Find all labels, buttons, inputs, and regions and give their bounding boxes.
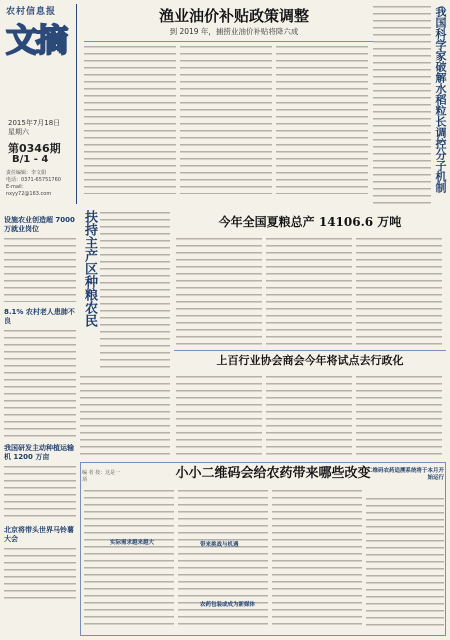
right-col-headline: 二维码农药追溯系统将于本月开始运行 (366, 468, 444, 481)
left-news-headline-1: 设施农业创造超 7000 万就业岗位 (4, 216, 75, 233)
qrcode-body-col-1 (84, 488, 174, 628)
issue-date: 2015年7月18日 (8, 119, 61, 127)
lead-body-col-1 (84, 44, 176, 194)
left-news-body-4 (4, 546, 76, 600)
left-news-body-1 (4, 236, 76, 302)
issue-number: 第0346期 (8, 142, 61, 155)
editor-info (6, 170, 70, 198)
left-news-headline-2: 8.1% 农村老人患肺不良 (4, 308, 75, 325)
coop-headline: 上百行业协会商会今年将试点去行政化 (216, 354, 404, 367)
coop-header (174, 350, 446, 370)
section-title-box (6, 20, 70, 110)
qrcode-headline: 小小二维码会给农药带来哪些改变 (175, 466, 371, 481)
left-news-headline-4: 北京将带头世界马铃薯大会 (4, 526, 74, 543)
right-col-body (366, 496, 444, 628)
qrcode-body-col-3 (272, 488, 362, 628)
page-range: B/1 - 4 (12, 154, 49, 165)
finance-body (100, 210, 170, 370)
qrcode-subhead-2: 带来挑战与机遇 (200, 542, 239, 548)
grain-body-col-3 (356, 236, 442, 346)
qrcode-subhead-1: 实际需求越来越大 (110, 540, 155, 546)
finance-headline: 扶持主产区种粮农民 (82, 210, 97, 327)
coop-body-col-3 (356, 374, 442, 458)
science-headline: 我国科学家破解水稻粒长调控分子机制 (434, 6, 447, 193)
lead-body-col-3 (276, 44, 368, 194)
section-title: 文摘 (6, 21, 67, 59)
qrcode-subhead-3: 农药包装或成为新媒体 (200, 602, 256, 608)
masthead-divider (76, 4, 77, 204)
left-news-body-3 (4, 464, 76, 520)
coop-body-col-1 (176, 374, 262, 458)
coop-left-body (80, 374, 170, 458)
science-body (373, 4, 431, 204)
editor-email: E-mail：nxyy72@163.com (6, 184, 52, 197)
coop-body-col-2 (266, 374, 352, 458)
left-news-body-2 (4, 328, 76, 438)
left-news-headline-3: 我国研发主动种植运输机 1200 万亩 (4, 444, 74, 461)
grain-body-col-2 (266, 236, 352, 346)
lead-header (84, 6, 384, 42)
editor-name: 责任编辑：李文娟 (6, 170, 47, 176)
issue-weekday: 星期六 (8, 128, 29, 136)
lead-headline: 渔业油价补贴政策调整 (158, 7, 309, 25)
left-news-column (4, 216, 76, 600)
editor-phone: 电话：0371-65751760 (6, 177, 61, 183)
lead-subheadline: 到 2019 年，捕捞业油价补贴将降六成 (169, 27, 299, 36)
grain-header (174, 212, 446, 232)
masthead-name: 农村信息报 (6, 7, 57, 17)
grain-headline: 今年全国夏粮总产 14106.6 万吨 (218, 215, 402, 229)
grain-body-col-1 (176, 236, 262, 346)
lead-body-col-2 (180, 44, 272, 194)
qrcode-kicker: 编 者 按：这是一项 (82, 470, 121, 483)
